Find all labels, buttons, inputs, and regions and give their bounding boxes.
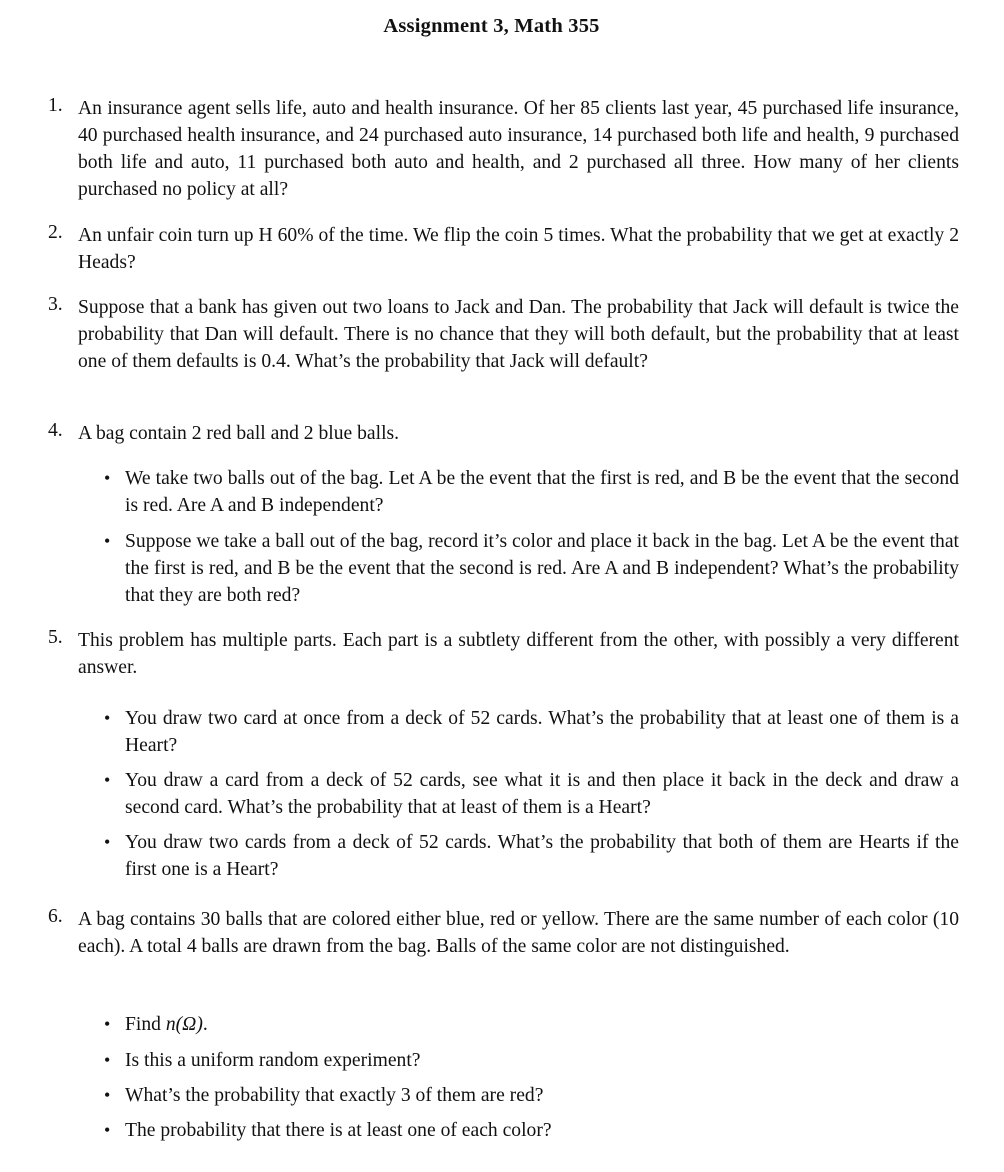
problem-text: A bag contains 30 balls that are colored either blue, red or yellow. There are the same number of each color (10 each). A total 4 balls are drawn from the bag. Balls of the same color are not distinguished.: [78, 909, 959, 957]
problem-number: 1.: [48, 95, 63, 116]
bullet-icon: •: [104, 1085, 111, 1105]
problem-number: 6.: [48, 906, 63, 927]
problem-4-part-2: [104, 528, 959, 609]
part-text: What’s the probability that exactly 3 of them are red?: [125, 1085, 544, 1106]
problem-number: 2.: [48, 222, 63, 243]
problem-1: [48, 95, 959, 203]
problem-6-part-1: [104, 1011, 959, 1038]
part-text: Is this a uniform random experiment?: [125, 1050, 421, 1071]
problem-text: An unfair coin turn up H 60% of the time. We flip the coin 5 times. What the probability that we get at exactly 2 Heads?: [78, 225, 959, 273]
part-text: We take two balls out of the bag. Let A be the event that the first is red, and B be the event that the second is red. Are A and B independent?: [125, 468, 959, 516]
problem-number: 5.: [48, 627, 63, 648]
problem-text: Suppose that a bank has given out two loans to Jack and Dan. The probability that Jack will default is twice the probability that Dan will default. There is no chance that they will both default, but the probability that at least one of them defaults is 0.4. What’s the probability that Jack will default?: [78, 297, 959, 372]
bullet-icon: •: [104, 1050, 111, 1070]
problem-text: This problem has multiple parts. Each part is a subtlety different from the other, with possibly a very different answer.: [78, 630, 959, 678]
problem-6-part-4: [104, 1117, 959, 1144]
math-expression: n(Ω): [165, 1014, 203, 1035]
problem-6: [48, 906, 959, 960]
bullet-icon: •: [104, 708, 111, 728]
problem-2: [48, 222, 959, 276]
bullet-icon: •: [104, 832, 111, 852]
part-text: Suppose we take a ball out of the bag, record it’s color and place it back in the bag. Let A be the event that the first is red, and B be the event that the second is red. Are A and B independent? What’s the probability that they are both red?: [125, 531, 959, 606]
problem-5-part-1: [104, 705, 959, 759]
problem-number: 3.: [48, 294, 63, 315]
bullet-icon: •: [104, 1014, 111, 1034]
part-text-lead: Find: [125, 1014, 161, 1035]
problem-3: [48, 294, 959, 375]
problem-5-part-2: [104, 767, 959, 821]
problem-text: An insurance agent sells life, auto and health insurance. Of her 85 clients last year, 45 purchased life insurance, 40 purchased health insurance, and 24 purchased auto insurance, 14 purchased both life and health, 9 purchased both life and auto, 11 purchased both auto and health, and 2 purchased all three. How many of her clients purchased no policy at all?: [78, 98, 959, 200]
problem-4-part-1: [104, 465, 959, 519]
part-text: You draw two card at once from a deck of 52 cards. What’s the probability that at least one of them is a Heart?: [125, 708, 959, 756]
problem-5-part-3: [104, 829, 959, 883]
bullet-icon: •: [104, 531, 111, 551]
bullet-icon: •: [104, 1120, 111, 1140]
part-text: You draw a card from a deck of 52 cards, see what it is and then place it back in the deck and draw a second card. What’s the probability that at least of them is a Heart?: [125, 770, 959, 818]
problem-4: [48, 420, 959, 447]
page-title: Assignment 3, Math 355: [383, 15, 600, 37]
problem-5: [48, 627, 959, 681]
bullet-icon: •: [104, 770, 111, 790]
problem-6-part-3: [104, 1082, 959, 1109]
part-text: [125, 1011, 959, 1038]
problem-number: 4.: [48, 420, 63, 441]
bullet-icon: •: [104, 468, 111, 488]
part-text-suffix: .: [202, 1014, 208, 1035]
part-text: You draw two cards from a deck of 52 cards. What’s the probability that both of them are Hearts if the first one is a Heart?: [125, 832, 959, 880]
part-text: The probability that there is at least one of each color?: [125, 1120, 552, 1141]
problem-6-part-2: [104, 1047, 959, 1074]
problem-text: A bag contain 2 red ball and 2 blue balls.: [78, 423, 400, 444]
